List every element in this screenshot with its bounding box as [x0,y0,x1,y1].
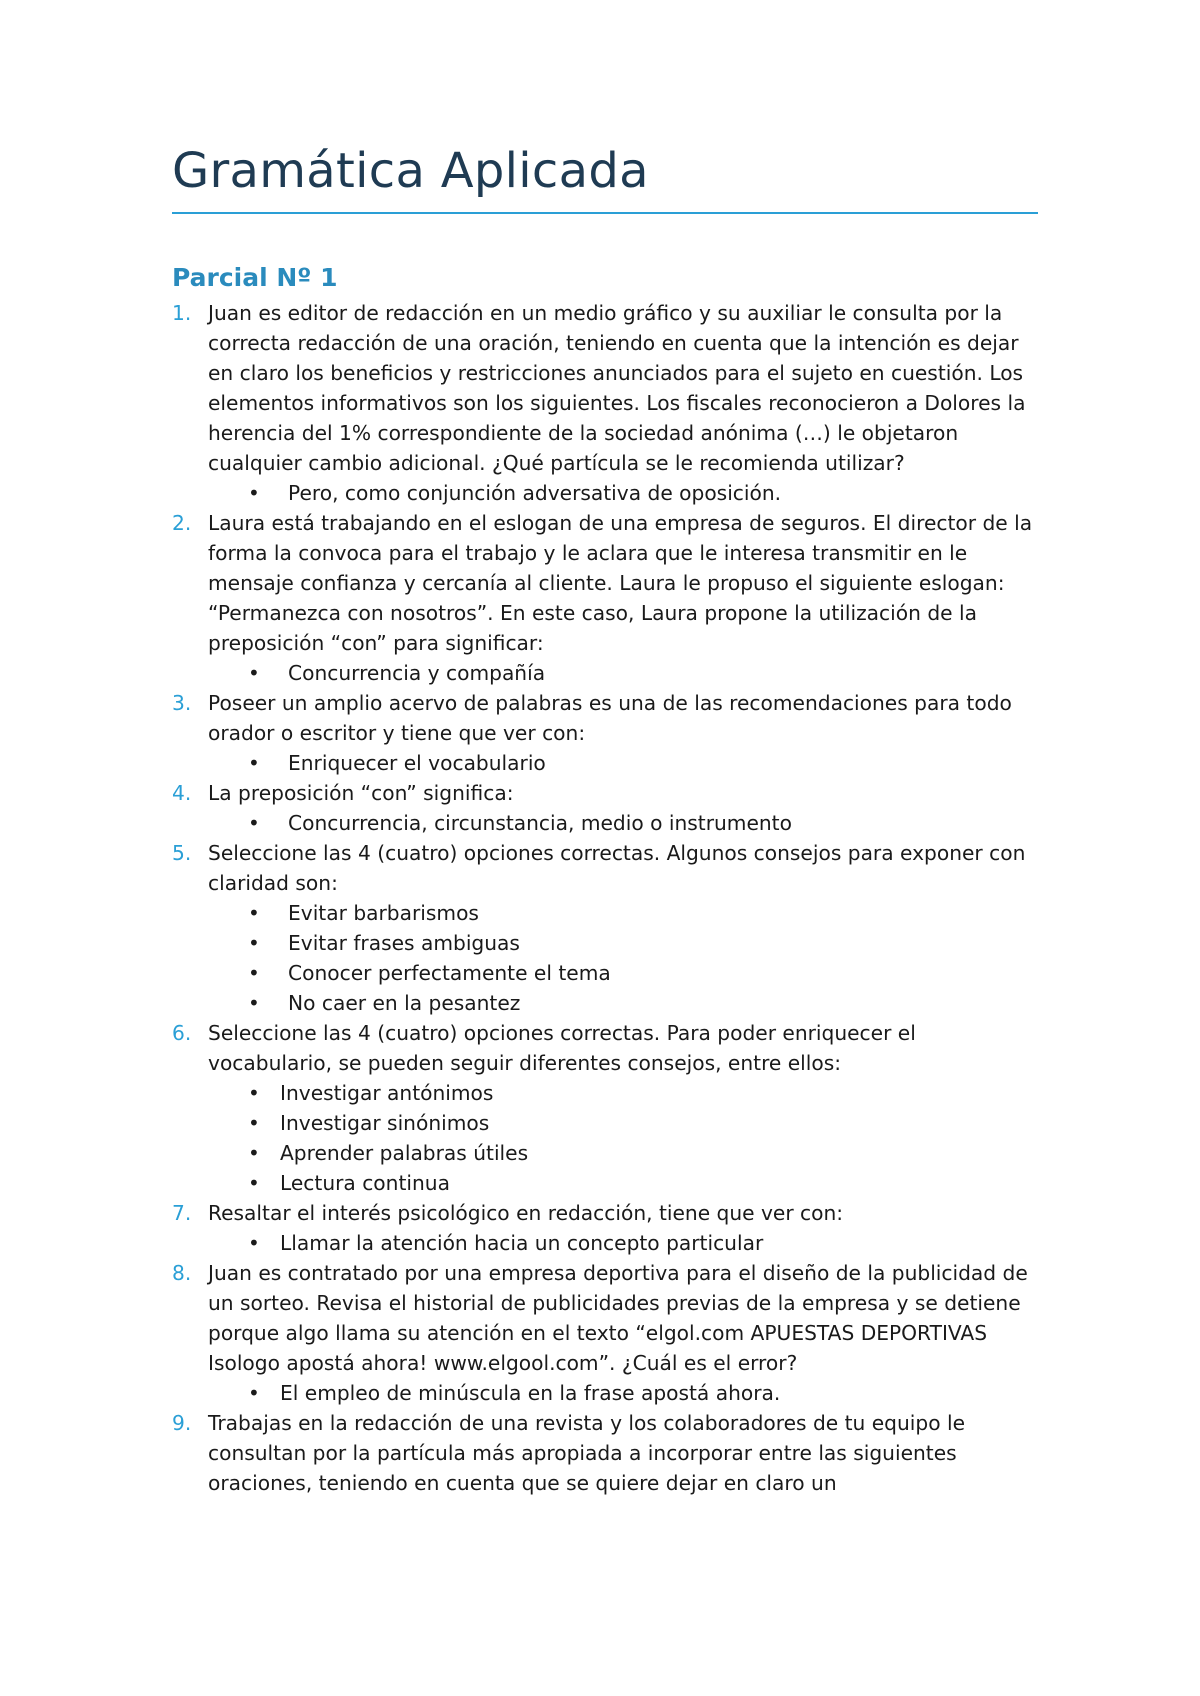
answer-list [208,1228,1038,1258]
answer-text: Investigar sinónimos [280,1111,490,1135]
answer-text: Pero, como conjunción adversativa de oposición. [288,481,782,505]
bullet-icon: • [248,1171,260,1195]
question-text: Resaltar el interés psicológico en redacción, tiene que ver con: [208,1201,844,1225]
question-item [172,1018,1038,1198]
answer-text: Aprender palabras útiles [280,1141,529,1165]
question-number: 4. [172,781,192,805]
answer-text: Investigar antónimos [280,1081,494,1105]
question-list [172,298,1038,1498]
bullet-icon: • [248,751,260,775]
question-text: Seleccione las 4 (cuatro) opciones correctas. Algunos consejos para exponer con claridad son: [208,841,1026,895]
answer-item [208,1168,1038,1198]
bullet-icon: • [248,991,260,1015]
answer-item [208,1108,1038,1138]
answer-item [208,748,1038,778]
document-page [172,140,1038,1498]
answer-list [208,658,1038,688]
question-number: 2. [172,511,192,535]
answer-item [208,1138,1038,1168]
answer-text: Conocer perfectamente el tema [288,961,611,985]
answer-text: No caer en la pesantez [288,991,521,1015]
answer-list [208,1078,1038,1198]
bullet-icon: • [248,901,260,925]
bullet-icon: • [248,931,260,955]
answer-text: Concurrencia y compañía [288,661,546,685]
answer-text: Evitar barbarismos [288,901,479,925]
answer-list [208,808,1038,838]
question-item [172,1258,1038,1408]
question-text: Juan es contratado por una empresa deportiva para el diseño de la publicidad de un sorteo. Revisa el historial de publicidades previas de la empresa y se detiene porque algo llama su atención en el texto “elgol.com APUESTAS DEPORTIVAS Isologo apostá ahora! www.elgool.com”. ¿Cuál es el error? [208,1261,1028,1375]
question-item [172,688,1038,778]
bullet-icon: • [248,1111,260,1135]
answer-item [208,1228,1038,1258]
bullet-icon: • [248,1141,260,1165]
question-number: 8. [172,1261,192,1285]
title-underline-rule [172,212,1038,214]
question-item [172,298,1038,508]
answer-list [208,478,1038,508]
answer-item [208,658,1038,688]
question-number: 1. [172,301,192,325]
answer-item [208,808,1038,838]
answer-text: Lectura continua [280,1171,450,1195]
answer-text: Concurrencia, circunstancia, medio o instrumento [288,811,792,835]
document-title: Gramática Aplicada [172,143,649,199]
question-number: 7. [172,1201,192,1225]
question-item [172,1198,1038,1258]
answer-item [208,1078,1038,1108]
bullet-icon: • [248,961,260,985]
answer-item [208,988,1038,1018]
answer-item [208,898,1038,928]
answer-text: Evitar frases ambiguas [288,931,520,955]
answer-item [208,1378,1038,1408]
answer-list [208,1378,1038,1408]
question-item [172,1408,1038,1498]
bullet-icon: • [248,811,260,835]
question-text: Juan es editor de redacción en un medio gráfico y su auxiliar le consulta por la correcta redacción de una oración, teniendo en cuenta que la intención es dejar en claro los beneficios y restricciones anunciados para el sujeto en cuestión. Los elementos informativos son los siguientes. Los fiscales reconocieron a Dolores la herencia del 1% correspondiente de la sociedad anónima (…) le objetaron cualquier cambio adicional. ¿Qué partícula se le recomienda utilizar? [208,301,1026,475]
answer-item [208,478,1038,508]
bullet-icon: • [248,1231,260,1255]
question-number: 5. [172,841,192,865]
question-text: Poseer un amplio acervo de palabras es una de las recomendaciones para todo orador o escritor y tiene que ver con: [208,691,1012,745]
answer-list [208,748,1038,778]
question-number: 9. [172,1411,192,1435]
bullet-icon: • [248,481,260,505]
question-text: Trabajas en la redacción de una revista y los colaboradores de tu equipo le consultan por la partícula más apropiada a incorporar entre las siguientes oraciones, teniendo en cuenta que se quiere dejar en claro un [208,1411,965,1495]
answer-text: El empleo de minúscula en la frase apostá ahora. [280,1381,781,1405]
question-number: 6. [172,1021,192,1045]
answer-item [208,958,1038,988]
answer-list [208,898,1038,1018]
question-text: Laura está trabajando en el eslogan de una empresa de seguros. El director de la forma la convoca para el trabajo y le aclara que le interesa transmitir en le mensaje confianza y cercanía al cliente. Laura le propuso el siguiente eslogan: “Permanezca con nosotros”. En este caso, Laura propone la utilización de la preposición “con” para significar: [208,511,1033,655]
question-item [172,508,1038,688]
answer-item [208,928,1038,958]
question-item [172,838,1038,1018]
question-text: Seleccione las 4 (cuatro) opciones correctas. Para poder enriquecer el vocabulario, se pueden seguir diferentes consejos, entre ellos: [208,1021,916,1075]
bullet-icon: • [248,661,260,685]
bullet-icon: • [248,1381,260,1405]
question-item [172,778,1038,838]
section-heading: Parcial Nº 1 [172,263,338,292]
question-number: 3. [172,691,192,715]
answer-text: Enriquecer el vocabulario [288,751,546,775]
question-text: La preposición “con” significa: [208,781,514,805]
answer-text: Llamar la atención hacia un concepto particular [280,1231,764,1255]
bullet-icon: • [248,1081,260,1105]
